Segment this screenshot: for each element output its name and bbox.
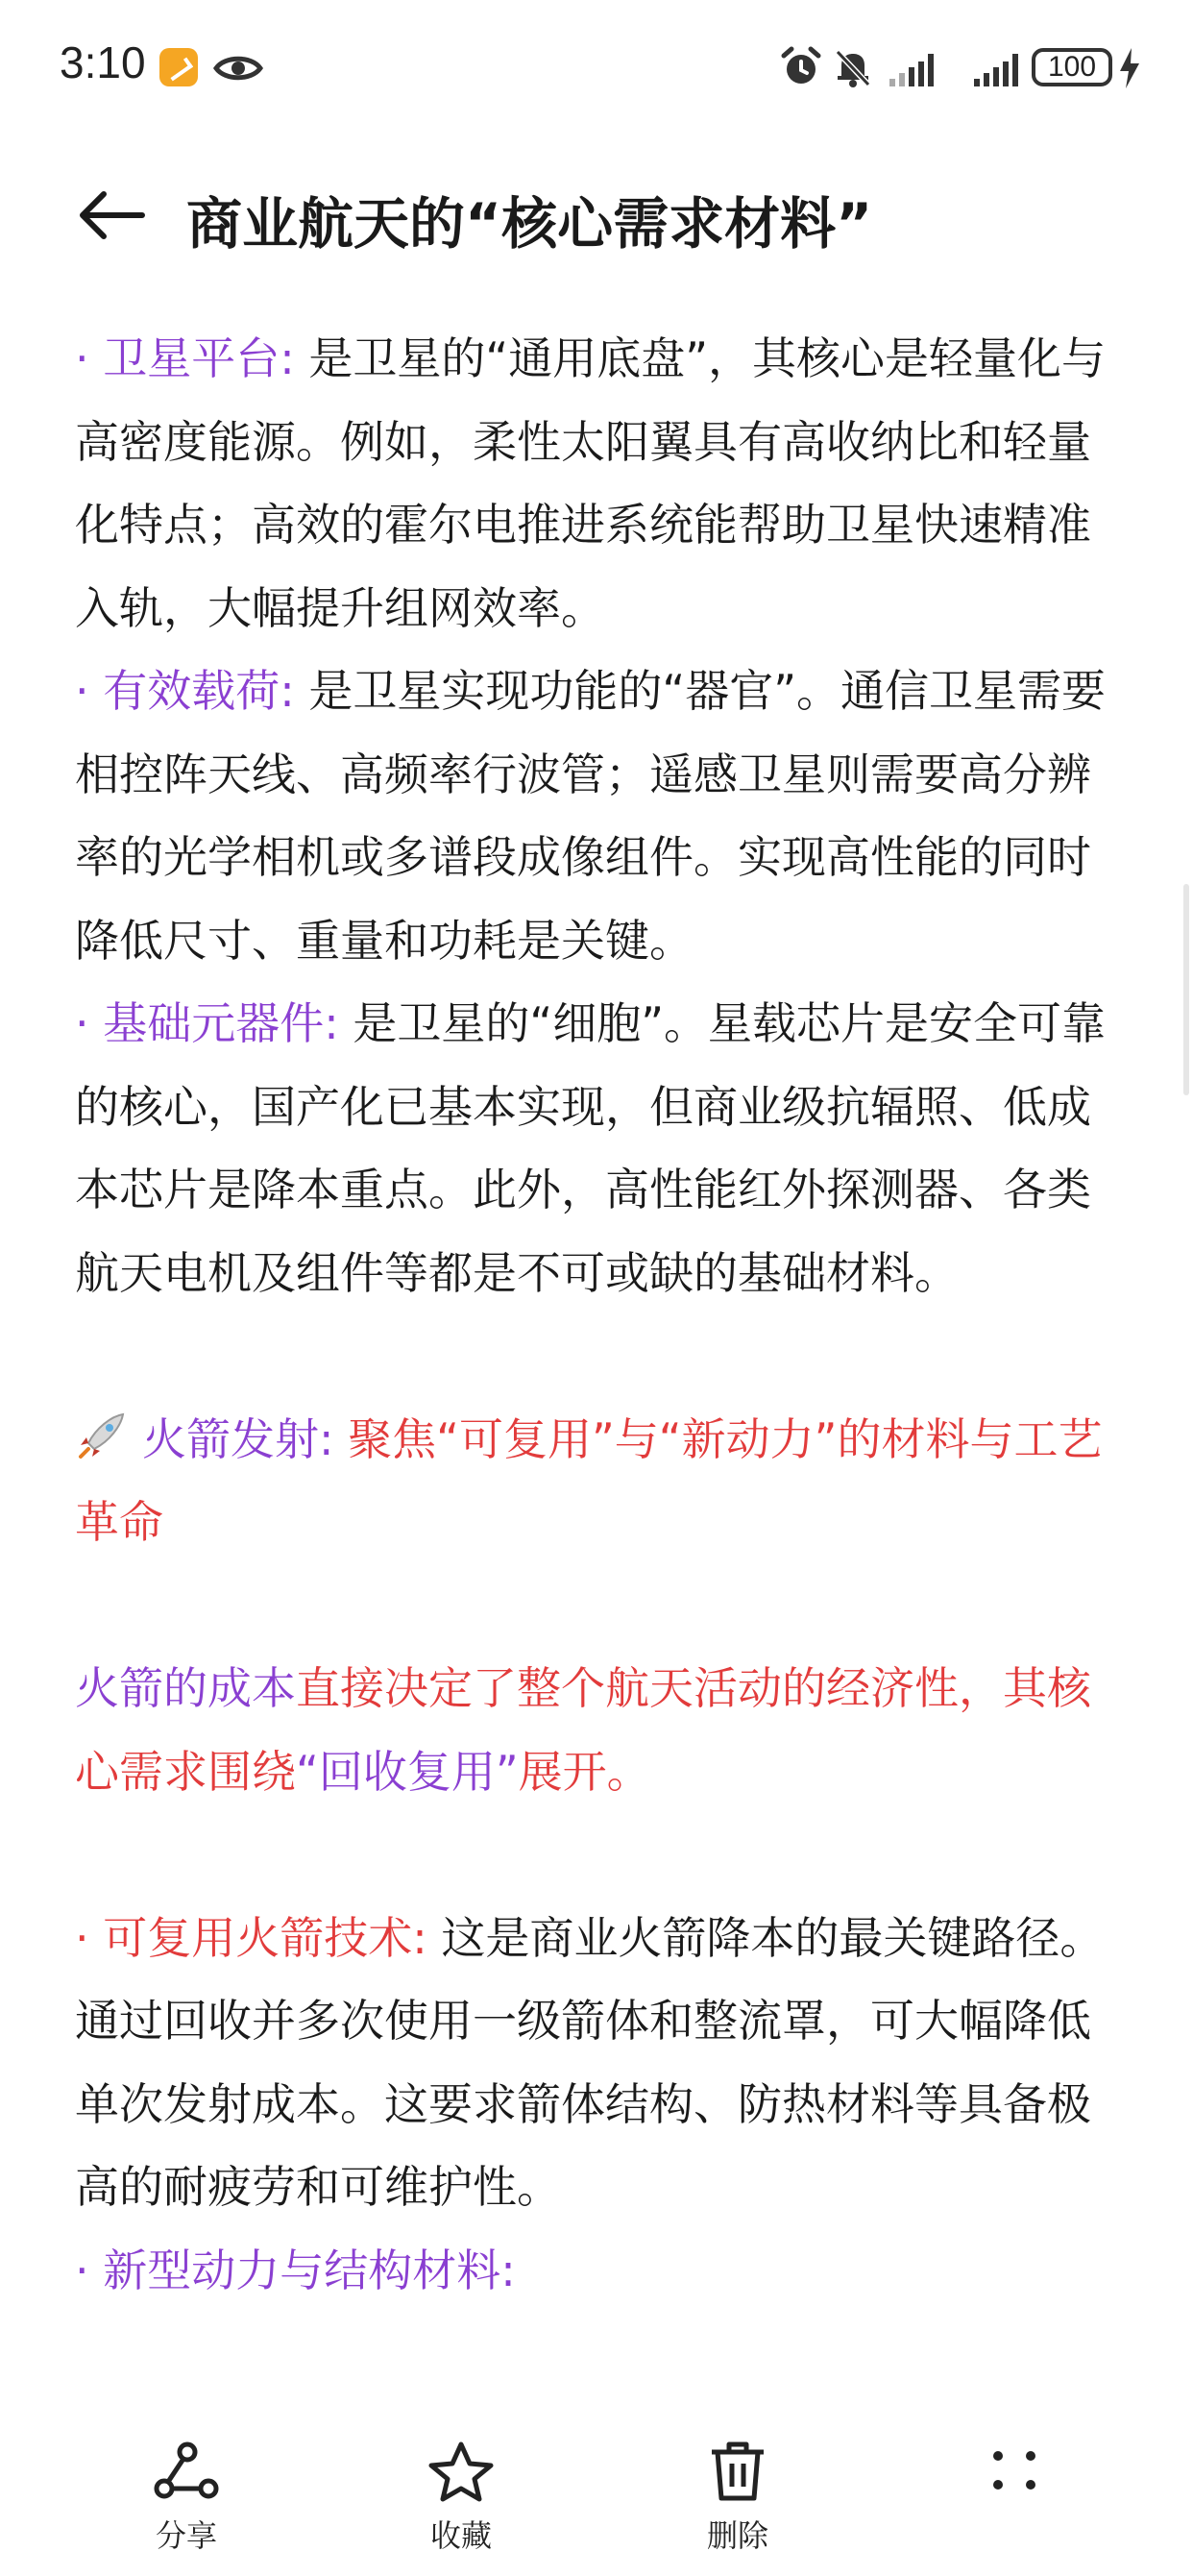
satellite-platform-paragraph — [75, 317, 1122, 650]
delete-button[interactable] — [661, 2441, 815, 2556]
rocket-intro-part3: “回收复用” — [296, 1745, 519, 1798]
scrollbar[interactable] — [1183, 884, 1189, 1095]
bottom-fade — [0, 2383, 1193, 2421]
new-power-paragraph — [75, 2229, 1122, 2313]
rocket-intro-paragraph — [75, 1647, 1122, 1813]
signal-icon — [888, 50, 941, 88]
page-title: 商业航天的“核心需求材料” — [186, 191, 873, 257]
back-arrow-icon[interactable] — [73, 177, 150, 254]
components-text: 是卫星的“细胞”。星载芯片是安全可靠的核心，国产化已基本实现，但商业级抗辐照、低成本芯片是降本重点。此外，高性能红外探测器、各类航天电机及组件等都是不可或缺的基础材料。 — [75, 997, 1107, 1299]
satellite-platform-label: · 卫星平台: — [75, 332, 295, 384]
reusable-paragraph — [75, 1897, 1122, 2229]
share-icon — [153, 2441, 220, 2502]
battery-icon: 100 — [1032, 48, 1112, 86]
more-icon — [981, 2441, 1048, 2502]
rocket-icon — [75, 1409, 129, 1462]
eye-icon — [213, 52, 263, 85]
star-icon — [427, 2441, 495, 2502]
favorite-label: 收藏 — [429, 2517, 492, 2554]
bottom-toolbar — [0, 2421, 1193, 2576]
reusable-label: · 可复用火箭技术: — [75, 1911, 427, 1964]
header — [0, 154, 1193, 269]
favorite-button[interactable] — [384, 2441, 538, 2556]
more-button[interactable] — [937, 2441, 1091, 2502]
components-paragraph — [75, 982, 1122, 1314]
rocket-intro-part1: 火箭的成本 — [75, 1662, 296, 1714]
spacer — [75, 1813, 1122, 1897]
mute-icon — [832, 46, 874, 88]
trash-icon — [704, 2441, 771, 2502]
share-label: 分享 — [155, 2517, 217, 2554]
app-notification-icon — [159, 48, 198, 86]
delete-label: 删除 — [706, 2517, 768, 2554]
signal-icon — [972, 50, 1026, 88]
alarm-icon — [780, 46, 822, 88]
satellite-platform-text: 是卫星的“通用底盘”，其核心是轻量化与高密度能源。例如，柔性太阳翼具有高收纳比和轻量化特点；高效的霍尔电推进系统能帮助卫星快速精准入轨，大幅提升组网效率。 — [75, 332, 1107, 634]
status-time: 3:10 — [60, 37, 146, 87]
share-button[interactable] — [110, 2441, 263, 2556]
status-bar — [0, 0, 1193, 135]
spacer — [75, 1314, 1122, 1398]
payload-text: 是卫星实现功能的“器官”。通信卫星需要相控阵天线、高频率行波管；遥感卫星则需要高分辨率的光学相机或多谱段成像组件。实现高性能的同时降低尺寸、重量和功耗是关键。 — [75, 665, 1107, 967]
charging-icon — [1118, 48, 1141, 88]
new-power-label: · 新型动力与结构材料: — [75, 2244, 516, 2296]
payload-label: · 有效载荷: — [75, 665, 295, 717]
rocket-intro-part2: 直接决定了整个航天活动的经济性，其核心需求围绕 — [75, 1662, 1091, 1798]
rocket-heading-label: 火箭发射: — [142, 1412, 334, 1465]
rocket-intro-part4: 展开。 — [518, 1745, 651, 1798]
article-body — [75, 317, 1122, 2312]
spacer — [75, 1564, 1122, 1648]
components-label: · 基础元器件: — [75, 997, 339, 1049]
rocket-heading — [75, 1398, 1122, 1564]
payload-paragraph — [75, 650, 1122, 982]
reusable-text: 这是商业火箭降本的最关键路径。通过回收并多次使用一级箭体和整流罩，可大幅降低单次发射成本。这要求箭体结构、防热材料等具备极高的耐疲劳和可维护性。 — [75, 1911, 1105, 2213]
rocket-heading-text: 聚焦“可复用”与“新动力”的材料与工艺革命 — [75, 1412, 1103, 1548]
